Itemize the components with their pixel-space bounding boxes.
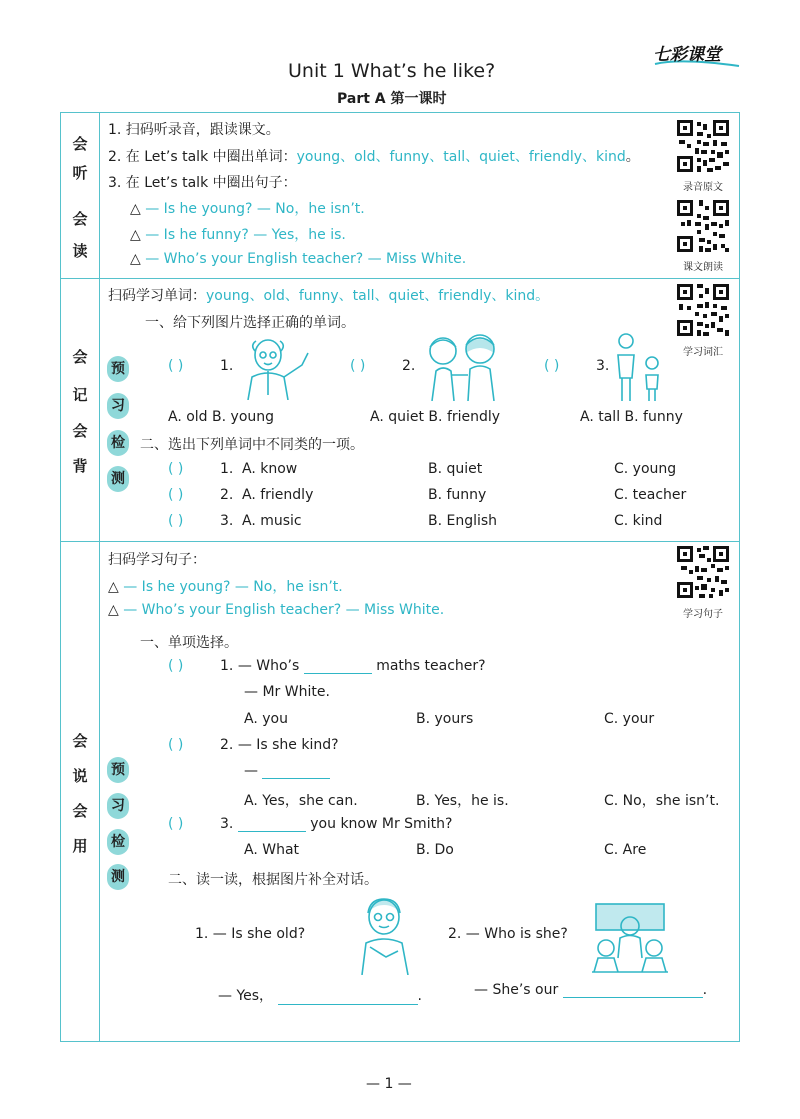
preview-badge: 测 xyxy=(107,864,129,890)
page-number: — 1 — xyxy=(366,1076,412,1092)
question-2: 2. — Is she kind? xyxy=(220,737,339,753)
qr-caption: 课文朗读 xyxy=(683,262,723,273)
preview-badge: 预 xyxy=(107,356,129,382)
answer-paren[interactable]: ( ) xyxy=(168,737,184,753)
fill-blank[interactable] xyxy=(563,997,703,998)
two-girls-illustration xyxy=(418,333,508,401)
section-divider-1 xyxy=(60,278,740,279)
old-woman-illustration xyxy=(350,895,422,975)
question-2-answer: — xyxy=(244,763,330,779)
preview-badge: 检 xyxy=(107,829,129,855)
side-label-char: 背 xyxy=(72,457,88,475)
question-3: 3. you know Mr Smith? xyxy=(220,816,453,832)
option-b: B. English xyxy=(428,513,498,529)
dialogue-1-question: 1. — Is she old? xyxy=(195,926,306,942)
section-divider-2 xyxy=(60,541,740,542)
listen-item-2: 2. 在 Let’s talk 中圈出单词：young、old、funny、tall、quiet、friendly、kind。 xyxy=(108,149,640,165)
option-c: C. your xyxy=(604,711,655,727)
question-num: 2. xyxy=(220,487,234,503)
fill-blank[interactable] xyxy=(262,778,330,779)
page-subtitle: Part A 第一课时 xyxy=(337,91,447,107)
answer-paren[interactable]: ( ) xyxy=(168,658,184,674)
scan-words-line: 扫码学习单词：young、old、funny、tall、quiet、friendly、kind。 xyxy=(108,288,550,304)
side-label-char: 会 xyxy=(72,422,88,440)
answer-paren[interactable]: ( ) xyxy=(168,487,184,503)
speak-sentence-1: △ — Is he young? — No，he isn’t. xyxy=(108,579,343,595)
question-num: 3. xyxy=(220,513,234,529)
preview-badge: 习 xyxy=(107,793,129,819)
answer-paren[interactable]: ( ) xyxy=(350,358,366,374)
fill-blank[interactable] xyxy=(304,673,372,674)
teacher-classroom-illustration xyxy=(590,898,670,974)
option-c: C. young xyxy=(614,461,677,477)
qr-code-icon[interactable] xyxy=(675,118,731,174)
side-label-char: 读 xyxy=(72,242,88,260)
qr-caption: 录音原文 xyxy=(683,182,723,193)
preview-badge: 测 xyxy=(107,466,129,492)
qr-code-icon[interactable] xyxy=(675,544,731,600)
option-a: A. What xyxy=(244,842,300,858)
option-a: A. music xyxy=(242,513,302,529)
side-label-char: 会 xyxy=(72,732,88,750)
answer-paren[interactable]: ( ) xyxy=(168,461,184,477)
fill-blank[interactable] xyxy=(238,831,306,832)
scan-sentences-label: 扫码学习句子： xyxy=(108,552,206,568)
side-label-char: 用 xyxy=(72,837,88,855)
preview-badge: 习 xyxy=(107,393,129,419)
pic-options-3: A. tall B. funny xyxy=(580,409,683,425)
option-c: C. kind xyxy=(614,513,663,529)
question-num: 1. xyxy=(220,461,234,477)
memorize-part2-title: 二、选出下列单词中不同类的一项。 xyxy=(140,437,364,453)
side-label-char: 会 xyxy=(72,348,88,366)
preview-badge: 预 xyxy=(107,757,129,783)
option-c: C. Are xyxy=(604,842,647,858)
option-a: A. know xyxy=(242,461,298,477)
question-1: 1. — Who’s maths teacher? xyxy=(220,658,486,674)
option-a: A. Yes，she can. xyxy=(244,793,358,809)
speak-part1-title: 一、单项选择。 xyxy=(140,635,238,651)
preview-badge: 检 xyxy=(107,430,129,456)
fill-blank[interactable] xyxy=(278,1004,418,1005)
side-label-char: 会 xyxy=(72,802,88,820)
dialogue-2-answer: — She’s our . xyxy=(474,982,708,998)
speak-sentence-2: △ — Who’s your English teacher? — Miss White. xyxy=(108,602,445,618)
logo-text: 七彩课堂 xyxy=(653,45,721,65)
option-b: B. Do xyxy=(416,842,454,858)
dialogue-1-answer: — Yes， . xyxy=(218,988,422,1004)
listen-item-3: 3. 在 Let’s talk 中圈出句子： xyxy=(108,175,297,191)
qr-caption: 学习词汇 xyxy=(683,347,723,358)
brand-logo xyxy=(651,40,743,70)
pic-question-num: 1. xyxy=(220,358,234,374)
answer-paren[interactable]: ( ) xyxy=(168,513,184,529)
answer-paren[interactable]: ( ) xyxy=(168,358,184,374)
page-title: Unit 1 What’s he like? xyxy=(288,60,496,82)
option-b: B. Yes，he is. xyxy=(416,793,509,809)
pic-question-num: 3. xyxy=(596,358,610,374)
listen-item-1: 1. 扫码听录音，跟读课文。 xyxy=(108,122,280,138)
listen-sentence-2: △ — Is he funny? — Yes，he is. xyxy=(130,227,346,243)
qr-code-icon[interactable] xyxy=(675,282,731,338)
listen-sentence-3: △ — Who’s your English teacher? — Miss White. xyxy=(130,251,467,267)
option-b: B. yours xyxy=(416,711,474,727)
pic-question-num: 2. xyxy=(402,358,416,374)
option-c: C. No，she isn’t. xyxy=(604,793,720,809)
tall-short-illustration xyxy=(612,333,666,403)
answer-paren[interactable]: ( ) xyxy=(168,816,184,832)
dialogue-2-question: 2. — Who is she? xyxy=(448,926,568,942)
pic-options-1: A. old B. young xyxy=(168,409,275,425)
side-label-char: 会 xyxy=(72,210,88,228)
side-label-char: 听 xyxy=(72,164,88,182)
side-label-char: 会 xyxy=(72,135,88,153)
option-c: C. teacher xyxy=(614,487,687,503)
option-b: B. funny xyxy=(428,487,487,503)
speak-part2-title: 二、读一读，根据图片补全对话。 xyxy=(168,872,378,888)
side-label-char: 记 xyxy=(72,386,88,404)
listen-sentence-1: △ — Is he young? — No，he isn’t. xyxy=(130,201,365,217)
option-a: A. friendly xyxy=(242,487,314,503)
option-b: B. quiet xyxy=(428,461,483,477)
listen-words: young、old、funny、tall、quiet、friendly、kind xyxy=(296,149,626,165)
qr-caption: 学习句子 xyxy=(683,609,723,620)
question-1-answer: — Mr White. xyxy=(244,684,330,700)
old-man-illustration xyxy=(236,335,316,400)
qr-code-icon[interactable] xyxy=(675,198,731,254)
answer-paren[interactable]: ( ) xyxy=(544,358,560,374)
side-column-divider xyxy=(99,112,100,1042)
memorize-part1-title: 一、给下列图片选择正确的单词。 xyxy=(145,315,355,331)
option-a: A. you xyxy=(244,711,288,727)
pic-options-2: A. quiet B. friendly xyxy=(370,409,501,425)
side-label-char: 说 xyxy=(72,767,88,785)
